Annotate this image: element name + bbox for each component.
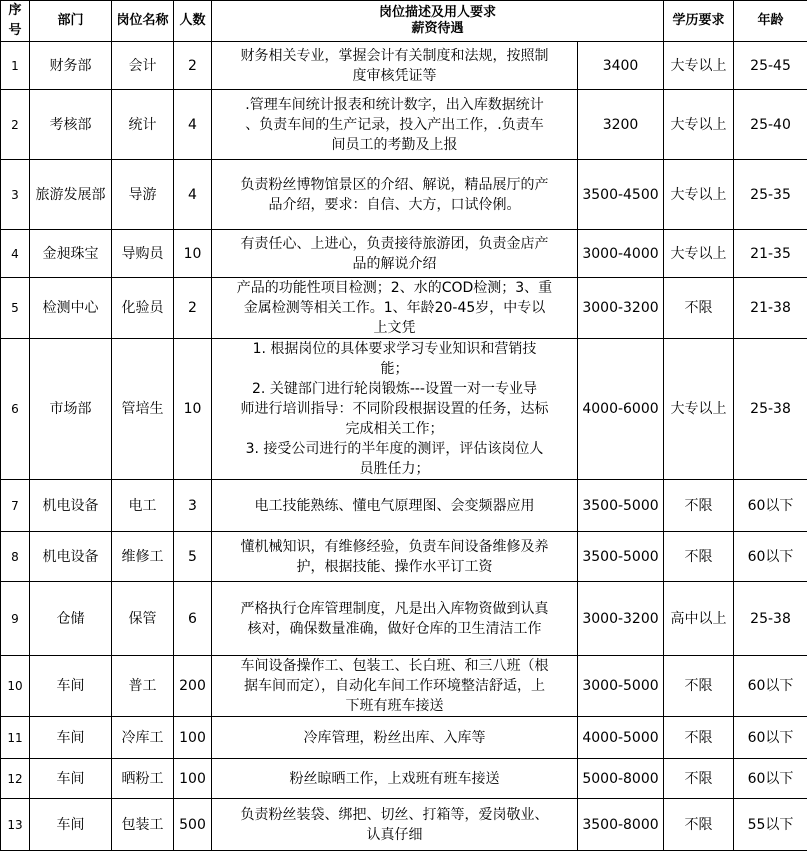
row-age: 60以下 — [734, 656, 807, 717]
row-count: 6 — [174, 582, 212, 656]
row-dept: 车间 — [30, 656, 112, 717]
description-line: 产品的功能性项目检测；2、水的COD检测；3、重 — [214, 278, 575, 298]
header-education: 学历要求 — [664, 1, 734, 42]
row-education: 大专以上 — [664, 230, 734, 278]
description-line: 据车间而定），自动化车间工作环境整洁舒适，上 — [214, 676, 575, 696]
row-education: 不限 — [664, 278, 734, 339]
description-line: 懂机械知识，有维修经验，负责车间设备维修及养 — [214, 537, 575, 557]
header-dept: 部门 — [30, 1, 112, 42]
row-position: 化验员 — [112, 278, 174, 339]
row-position: 电工 — [112, 480, 174, 532]
description-line: 认真仔细 — [214, 825, 575, 845]
row-position: 冷库工 — [112, 717, 174, 759]
row-salary: 4000-6000 — [578, 339, 664, 480]
row-count: 4 — [174, 160, 212, 230]
row-dept: 机电设备 — [30, 480, 112, 532]
header-desc-title: 岗位描述及用人要求 — [214, 5, 661, 21]
description-line: 3. 接受公司进行的半年度的测评，评估该岗位人 — [214, 439, 575, 459]
row-age: 25-38 — [734, 582, 807, 656]
row-number: 12 — [1, 759, 30, 799]
row-position: 保管 — [112, 582, 174, 656]
description-line: 能； — [214, 359, 575, 379]
description-line: 间员工的考勤及上报 — [214, 135, 575, 155]
row-dept: 旅游发展部 — [30, 160, 112, 230]
row-description — [212, 759, 578, 799]
row-education: 不限 — [664, 759, 734, 799]
description-line: 上文凭 — [214, 318, 575, 338]
description-line: 金属检测等相关工作。1、年龄20-45岁，中专以 — [214, 298, 575, 318]
description-line: 负责粉丝装袋、绑把、切丝、打箱等，爱岗敬业、 — [214, 805, 575, 825]
row-age: 25-45 — [734, 42, 807, 90]
description-line: .管理车间统计报表和统计数字，出入库数据统计 — [214, 95, 575, 115]
description-line: 电工技能熟练、懂电气原理图、会变频器应用 — [214, 496, 575, 516]
header-row — [1, 1, 807, 42]
row-education: 大专以上 — [664, 339, 734, 480]
row-count: 100 — [174, 717, 212, 759]
header-age: 年龄 — [734, 1, 807, 42]
row-number: 9 — [1, 582, 30, 656]
row-description — [212, 532, 578, 582]
row-education: 不限 — [664, 717, 734, 759]
row-number: 5 — [1, 278, 30, 339]
row-position: 导购员 — [112, 230, 174, 278]
row-number: 3 — [1, 160, 30, 230]
table-row — [1, 480, 807, 532]
header-position: 岗位名称 — [112, 1, 174, 42]
row-dept: 车间 — [30, 717, 112, 759]
table-row — [1, 42, 807, 90]
table-row — [1, 278, 807, 339]
row-position: 普工 — [112, 656, 174, 717]
row-salary: 3000-3200 — [578, 582, 664, 656]
row-position: 管培生 — [112, 339, 174, 480]
description-line: 师进行培训指导：不同阶段根据设置的任务，达标 — [214, 399, 575, 419]
row-dept: 金昶珠宝 — [30, 230, 112, 278]
row-dept: 仓储 — [30, 582, 112, 656]
row-number: 11 — [1, 717, 30, 759]
row-education: 不限 — [664, 480, 734, 532]
row-salary: 3500-8000 — [578, 799, 664, 851]
table-row — [1, 799, 807, 851]
row-salary: 3500-5000 — [578, 532, 664, 582]
row-number: 13 — [1, 799, 30, 851]
description-line: 员胜任力； — [214, 459, 575, 479]
description-line: 1. 根据岗位的具体要求学习专业知识和营销技 — [214, 339, 575, 359]
row-position: 包装工 — [112, 799, 174, 851]
row-description — [212, 90, 578, 160]
row-salary: 5000-8000 — [578, 759, 664, 799]
header-no: 序号 — [1, 1, 30, 42]
description-line: 品介绍，要求：自信、大方，口试伶俐。 — [214, 195, 575, 215]
table-row — [1, 339, 807, 480]
row-number: 2 — [1, 90, 30, 160]
row-number: 6 — [1, 339, 30, 480]
row-count: 3 — [174, 480, 212, 532]
row-age: 25-35 — [734, 160, 807, 230]
row-count: 2 — [174, 278, 212, 339]
row-education: 大专以上 — [664, 42, 734, 90]
row-age: 60以下 — [734, 759, 807, 799]
table-row — [1, 759, 807, 799]
row-description — [212, 278, 578, 339]
row-position: 会计 — [112, 42, 174, 90]
row-dept: 车间 — [30, 759, 112, 799]
row-education: 高中以上 — [664, 582, 734, 656]
row-count: 100 — [174, 759, 212, 799]
description-line: 品的解说介绍 — [214, 254, 575, 274]
description-line: 护，根据技能、操作水平订工资 — [214, 557, 575, 577]
description-line: 粉丝晾晒工作，上戏班有班车接送 — [214, 769, 575, 789]
row-count: 10 — [174, 339, 212, 480]
row-salary: 3000-5000 — [578, 656, 664, 717]
row-age: 55以下 — [734, 799, 807, 851]
row-education: 不限 — [664, 532, 734, 582]
row-description — [212, 799, 578, 851]
row-education: 不限 — [664, 799, 734, 851]
row-description — [212, 656, 578, 717]
row-position: 统计 — [112, 90, 174, 160]
description-line: 冷库管理，粉丝出库、入库等 — [214, 728, 575, 748]
row-description — [212, 339, 578, 480]
description-line: 严格执行仓库管理制度，凡是出入库物资做到认真 — [214, 599, 575, 619]
row-age: 25-38 — [734, 339, 807, 480]
row-dept: 财务部 — [30, 42, 112, 90]
row-education: 大专以上 — [664, 90, 734, 160]
row-number: 7 — [1, 480, 30, 532]
row-dept: 机电设备 — [30, 532, 112, 582]
row-number: 10 — [1, 656, 30, 717]
row-number: 1 — [1, 42, 30, 90]
description-line: 完成相关工作； — [214, 419, 575, 439]
row-salary: 3500-4500 — [578, 160, 664, 230]
row-position: 维修工 — [112, 532, 174, 582]
row-description — [212, 480, 578, 532]
table-row — [1, 717, 807, 759]
table-row — [1, 160, 807, 230]
row-description — [212, 717, 578, 759]
row-count: 5 — [174, 532, 212, 582]
row-dept: 检测中心 — [30, 278, 112, 339]
description-line: 度审核凭证等 — [214, 66, 575, 86]
row-number: 4 — [1, 230, 30, 278]
table-row — [1, 582, 807, 656]
row-age: 60以下 — [734, 717, 807, 759]
description-line: 车间设备操作工、包装工、长白班、和三八班（根 — [214, 656, 575, 676]
row-description — [212, 42, 578, 90]
description-line: 有责任心、上进心，负责接待旅游团，负责金店产 — [214, 234, 575, 254]
description-line: 核对，确保数量准确，做好仓库的卫生清洁工作 — [214, 619, 575, 639]
description-line: 财务相关专业，掌握会计有关制度和法规，按照制 — [214, 46, 575, 66]
row-education: 不限 — [664, 656, 734, 717]
row-salary: 3000-3200 — [578, 278, 664, 339]
row-count: 4 — [174, 90, 212, 160]
row-number: 8 — [1, 532, 30, 582]
description-line: 、负责车间的生产记录，投入产出工作，.负责车 — [214, 115, 575, 135]
row-age: 21-35 — [734, 230, 807, 278]
row-count: 10 — [174, 230, 212, 278]
row-age: 25-40 — [734, 90, 807, 160]
header-desc-salary — [212, 1, 664, 42]
row-age: 60以下 — [734, 532, 807, 582]
row-salary: 4000-5000 — [578, 717, 664, 759]
row-description — [212, 160, 578, 230]
row-salary: 3000-4000 — [578, 230, 664, 278]
row-salary: 3400 — [578, 42, 664, 90]
header-salary-title: 薪资待遇 — [214, 21, 661, 37]
description-line: 2. 关键部门进行轮岗锻炼---设置一对一专业导 — [214, 379, 575, 399]
row-count: 500 — [174, 799, 212, 851]
row-dept: 车间 — [30, 799, 112, 851]
description-line: 下班有班车接送 — [214, 696, 575, 716]
row-description — [212, 230, 578, 278]
row-dept: 考核部 — [30, 90, 112, 160]
row-age: 60以下 — [734, 480, 807, 532]
row-salary: 3500-5000 — [578, 480, 664, 532]
row-count: 2 — [174, 42, 212, 90]
header-count: 人数 — [174, 1, 212, 42]
row-position: 晒粉工 — [112, 759, 174, 799]
row-salary: 3200 — [578, 90, 664, 160]
table-row — [1, 230, 807, 278]
row-age: 21-38 — [734, 278, 807, 339]
description-line: 负责粉丝博物馆景区的介绍、解说，精品展厅的产 — [214, 175, 575, 195]
row-count: 200 — [174, 656, 212, 717]
table-row — [1, 90, 807, 160]
table-row — [1, 656, 807, 717]
row-dept: 市场部 — [30, 339, 112, 480]
table-row — [1, 532, 807, 582]
row-position: 导游 — [112, 160, 174, 230]
row-description — [212, 582, 578, 656]
row-education: 大专以上 — [664, 160, 734, 230]
